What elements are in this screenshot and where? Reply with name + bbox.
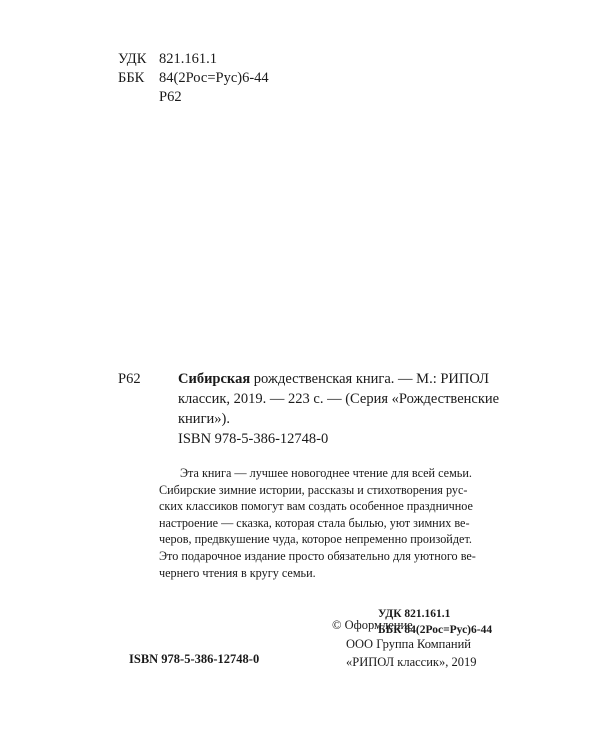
bibliographic-record: [118, 369, 504, 429]
biblio-line-1-rest: рождественская книга. — М.: РИПОЛ: [253, 371, 489, 387]
catalog-header: [118, 50, 269, 107]
isbn-bottom: ISBN 978-5-386-12748-0: [129, 652, 260, 666]
copyright-line-1: © Оформление.: [332, 618, 416, 632]
footer-udk: УДК 821.161.1: [378, 608, 451, 620]
copyright-line-2: ООО Группа Компаний: [346, 636, 471, 651]
annotation-line: Это подарочное издание просто обязательно для уютного ве-: [159, 548, 476, 563]
isbn-record: ISBN 978-5-386-12748-0: [178, 431, 329, 447]
footer-bbk: ББК 84(2Рос=Рус)6-44: [378, 624, 493, 636]
annotation-line: Эта книга — лучшее новогоднее чтение для всей семьи.: [180, 466, 472, 480]
annotation-line: ских классиков помогут вам создать особенное праздничное: [159, 499, 473, 514]
annotation-line: чернего чтения в кругу семьи.: [159, 565, 316, 580]
biblio-author-sign: Р62: [118, 371, 141, 387]
annotation: [159, 465, 486, 581]
udk-row: [118, 50, 269, 69]
biblio-line-2: классик, 2019. — 223 с. — (Серия «Рождественские: [178, 391, 500, 407]
biblio-line-1: [178, 369, 504, 389]
annotation-line: черов, предвкушение чуда, которое непременно произойдет.: [159, 532, 472, 547]
biblio-line-3: книги»).: [178, 411, 230, 427]
copyright-line-3: «РИПОЛ классик», 2019: [346, 655, 477, 669]
bbk-value: 84(2Рос=Рус)6-44: [159, 70, 269, 86]
udk-key: УДК: [118, 51, 147, 67]
copyright-notice: [332, 616, 476, 672]
author-sign: Р62: [159, 89, 182, 105]
bbk-key: ББК: [118, 70, 145, 86]
annotation-line: настроение — сказка, которая стала былью, уют зимних ве-: [159, 515, 470, 530]
book-title-bold: Сибирская: [178, 371, 251, 387]
udk-value: 821.161.1: [159, 51, 217, 67]
annotation-line: Сибирские зимние истории, рассказы и стихотворения рус-: [159, 482, 468, 497]
bbk-row: [118, 69, 269, 88]
biblio-description: [178, 369, 504, 429]
